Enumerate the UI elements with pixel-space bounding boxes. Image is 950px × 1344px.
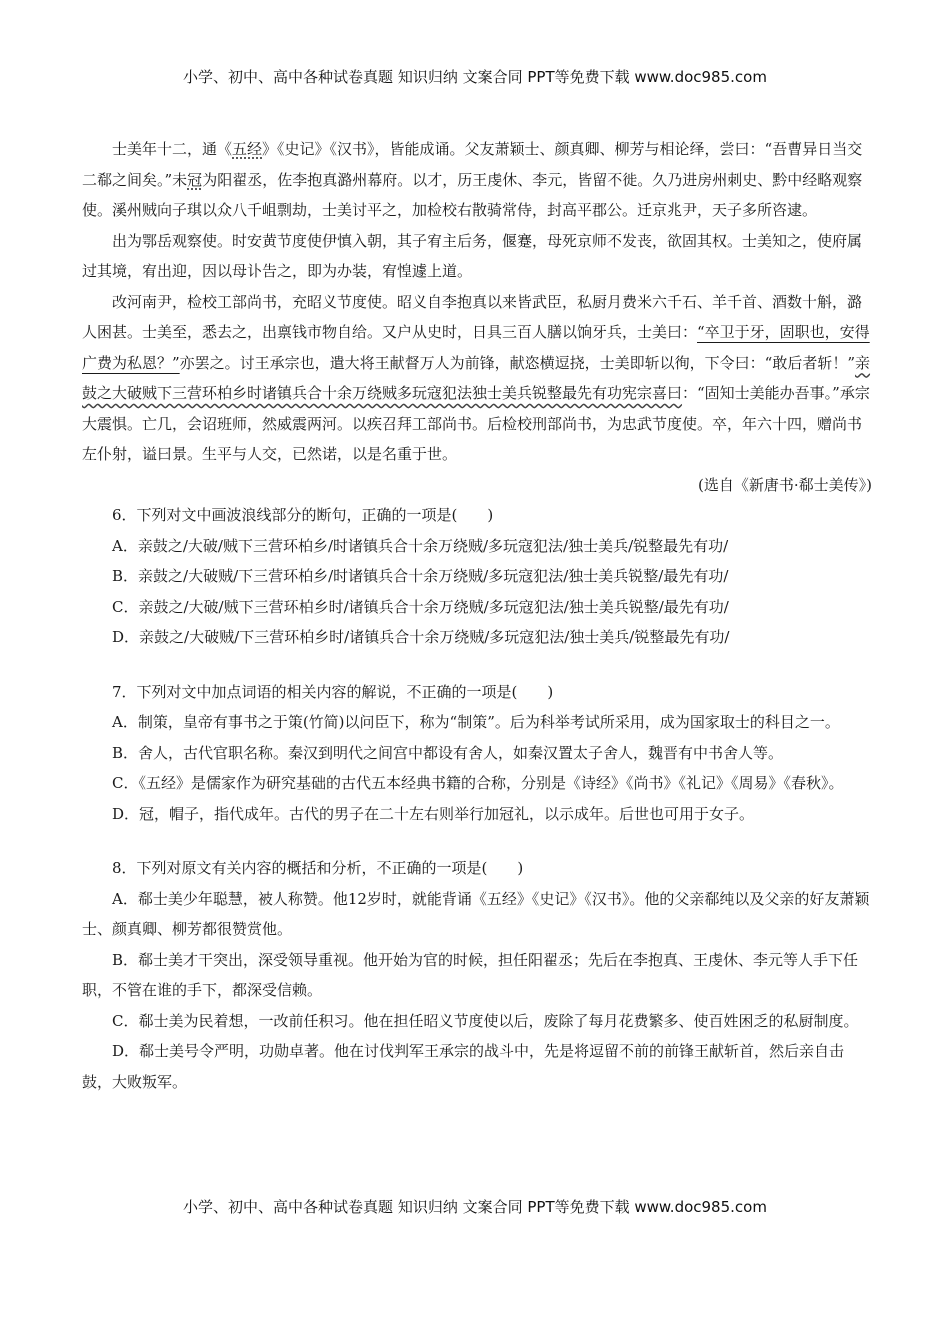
option-d: D．冠，帽子，指代成年。古代的男子在二十左右则举行加冠礼，以示成年。后世也可用于女子。 [112, 804, 755, 823]
text-run: ：“固知士美能办吾事。”承宗大震惧。亡几，会诏班师，然威震两河。以疾召拜工部尚书。后检校刑部尚书，为忠武节度使。卒，年六十四，赠尚书左仆射，谥曰景。生平与人交，已然诺，以是名重于世。 [82, 384, 870, 463]
passage-paragraph-1 [82, 134, 872, 226]
question-6 [82, 500, 872, 653]
option-d: D．亲鼓之/大破贼/下三营环柏乡时/诸镇兵合十余万绕贼/多玩寇犯法/独士美兵/锐整最先有功/ [112, 628, 730, 646]
option-b: B．亲鼓之/大破贼/下三营环柏乡/时诸镇兵合十余万绕贼/多玩寇犯法/独士美兵锐整/最先有功/ [112, 567, 729, 585]
option-a: A．亲鼓之/大破/贼下三营环柏乡/时诸镇兵合十余万绕贼/多玩寇犯法/独士美兵/锐整最先有功/ [112, 536, 729, 555]
option-c: C．郗士美为民着想，一改前任积习。他在担任昭义节度使以后，废除了每月花费繁多、使百姓困乏的私厨制度。 [112, 1011, 859, 1030]
question-stem: 8．下列对原文有关内容的概括和分析，不正确的一项是( ) [112, 859, 524, 877]
text-run: 为阳翟丞，佐李抱真潞州幕府。以才，历王虔休、李元，皆留不徙。久乃进房州刺史、黔中经略观察使。溪州贼向子琪以众八千岨剽劫，士美讨平之，加检校右散骑常侍，封高平郡公。迁京兆尹，天子多所咨逮。 [82, 170, 863, 219]
text-run: 》《史记》《汉书》，皆能成诵。父友萧颖士、颜真卿、柳芳与相论绎，尝曰：“吾曹异日当交二郗之间矣。”未 [82, 140, 863, 189]
passage-source: (选自《新唐书·郗士美传》) [698, 475, 872, 494]
page-footer: 小学、初中、高中各种试卷真题 知识归纳 文案合同 PPT等免费下载 www.doc985.com [183, 1198, 767, 1216]
passage-paragraph-3 [82, 287, 872, 470]
question-stem: 6．下列对文中画波浪线部分的断句，正确的一项是( ) [112, 506, 494, 524]
question-8 [82, 853, 872, 1097]
option-c: C．《五经》是儒家作为研究基础的古代五本经典书籍的合称，分别是《诗经》《尚书》《礼记》《周易》《春秋》。 [112, 774, 844, 792]
option-a: A．制策，皇帝有事书之于策(竹简)以问臣下，称为“制策”。后为科举考试所采用，成为国家取士的科目之一。 [112, 713, 840, 731]
dotted-term-wujing: 五经 [232, 140, 263, 158]
text-run: 改河南尹，检校工部尚书，充昭义节度使。昭义自李抱真以来皆武臣，私厨月费米六千石、羊千首、酒数十斛，潞人困甚。士美至，悉去之，出禀钱市物自给。又户从史时，日具三百人膳以饷牙兵，士美曰： [82, 292, 863, 341]
underlined-sentence: “卒卫于牙，固职也，安得广费为私恩？” [82, 323, 870, 372]
question-7 [82, 677, 872, 830]
option-b: B．郗士美才干突出，深受领导重视。他开始为官的时候，担任阳翟丞；先后在李抱真、王虔休、李元等人手下任职，不管在谁的手下，都深受信赖。 [82, 950, 859, 999]
wavy-underlined-sentence: 亲鼓之大破贼下三营环柏乡时诸镇兵合十余万绕贼多玩寇犯法独士美兵锐整最先有功宪宗喜曰 [82, 353, 871, 402]
option-b: B．舍人，古代官职名称。秦汉到明代之间宫中都设有舍人，如秦汉置太子舍人，魏晋有中书舍人等。 [112, 743, 784, 762]
option-a: A．郗士美少年聪慧，被人称赞。他12岁时，就能背诵《五经》《史记》《汉书》。他的父亲郗纯以及父亲的好友萧颖士、颜真卿、柳芳都很赞赏他。 [82, 889, 870, 938]
text-run: 士美年十二，通《 [112, 140, 233, 158]
option-c: C．亲鼓之/大破/贼下三营环柏乡时/诸镇兵合十余万绕贼/多玩寇犯法/独士美兵锐整/最先有功/ [112, 597, 729, 616]
question-stem: 7．下列对文中加点词语的相关内容的解说，不正确的一项是( ) [112, 682, 554, 701]
passage-paragraph-2: 出为鄂岳观察使。时安黄节度使伊慎入朝，其子宥主后务，偃蹇，母死京师不发丧，欲固其权。士美知之，使府属过其境，宥出迎，因以母讣告之，即为办装，宥惶遽上道。 [82, 231, 863, 280]
dotted-term-guan: 冠 [187, 170, 203, 189]
option-d: D．郗士美号令严明，功勋卓著。他在讨伐判军王承宗的战斗中，先是将逗留不前的前锋王献斩首，然后亲自击鼓，大败叛军。 [82, 1042, 845, 1091]
document-body [82, 134, 872, 1097]
text-run: 亦罢之。讨王承宗也，遣大将王献督万人为前锋，献恣横逗挠，士美即斩以徇，下令曰：“敢后者斩！” [179, 353, 856, 372]
page-header: 小学、初中、高中各种试卷真题 知识归纳 文案合同 PPT等免费下载 www.doc985.com [183, 68, 767, 86]
